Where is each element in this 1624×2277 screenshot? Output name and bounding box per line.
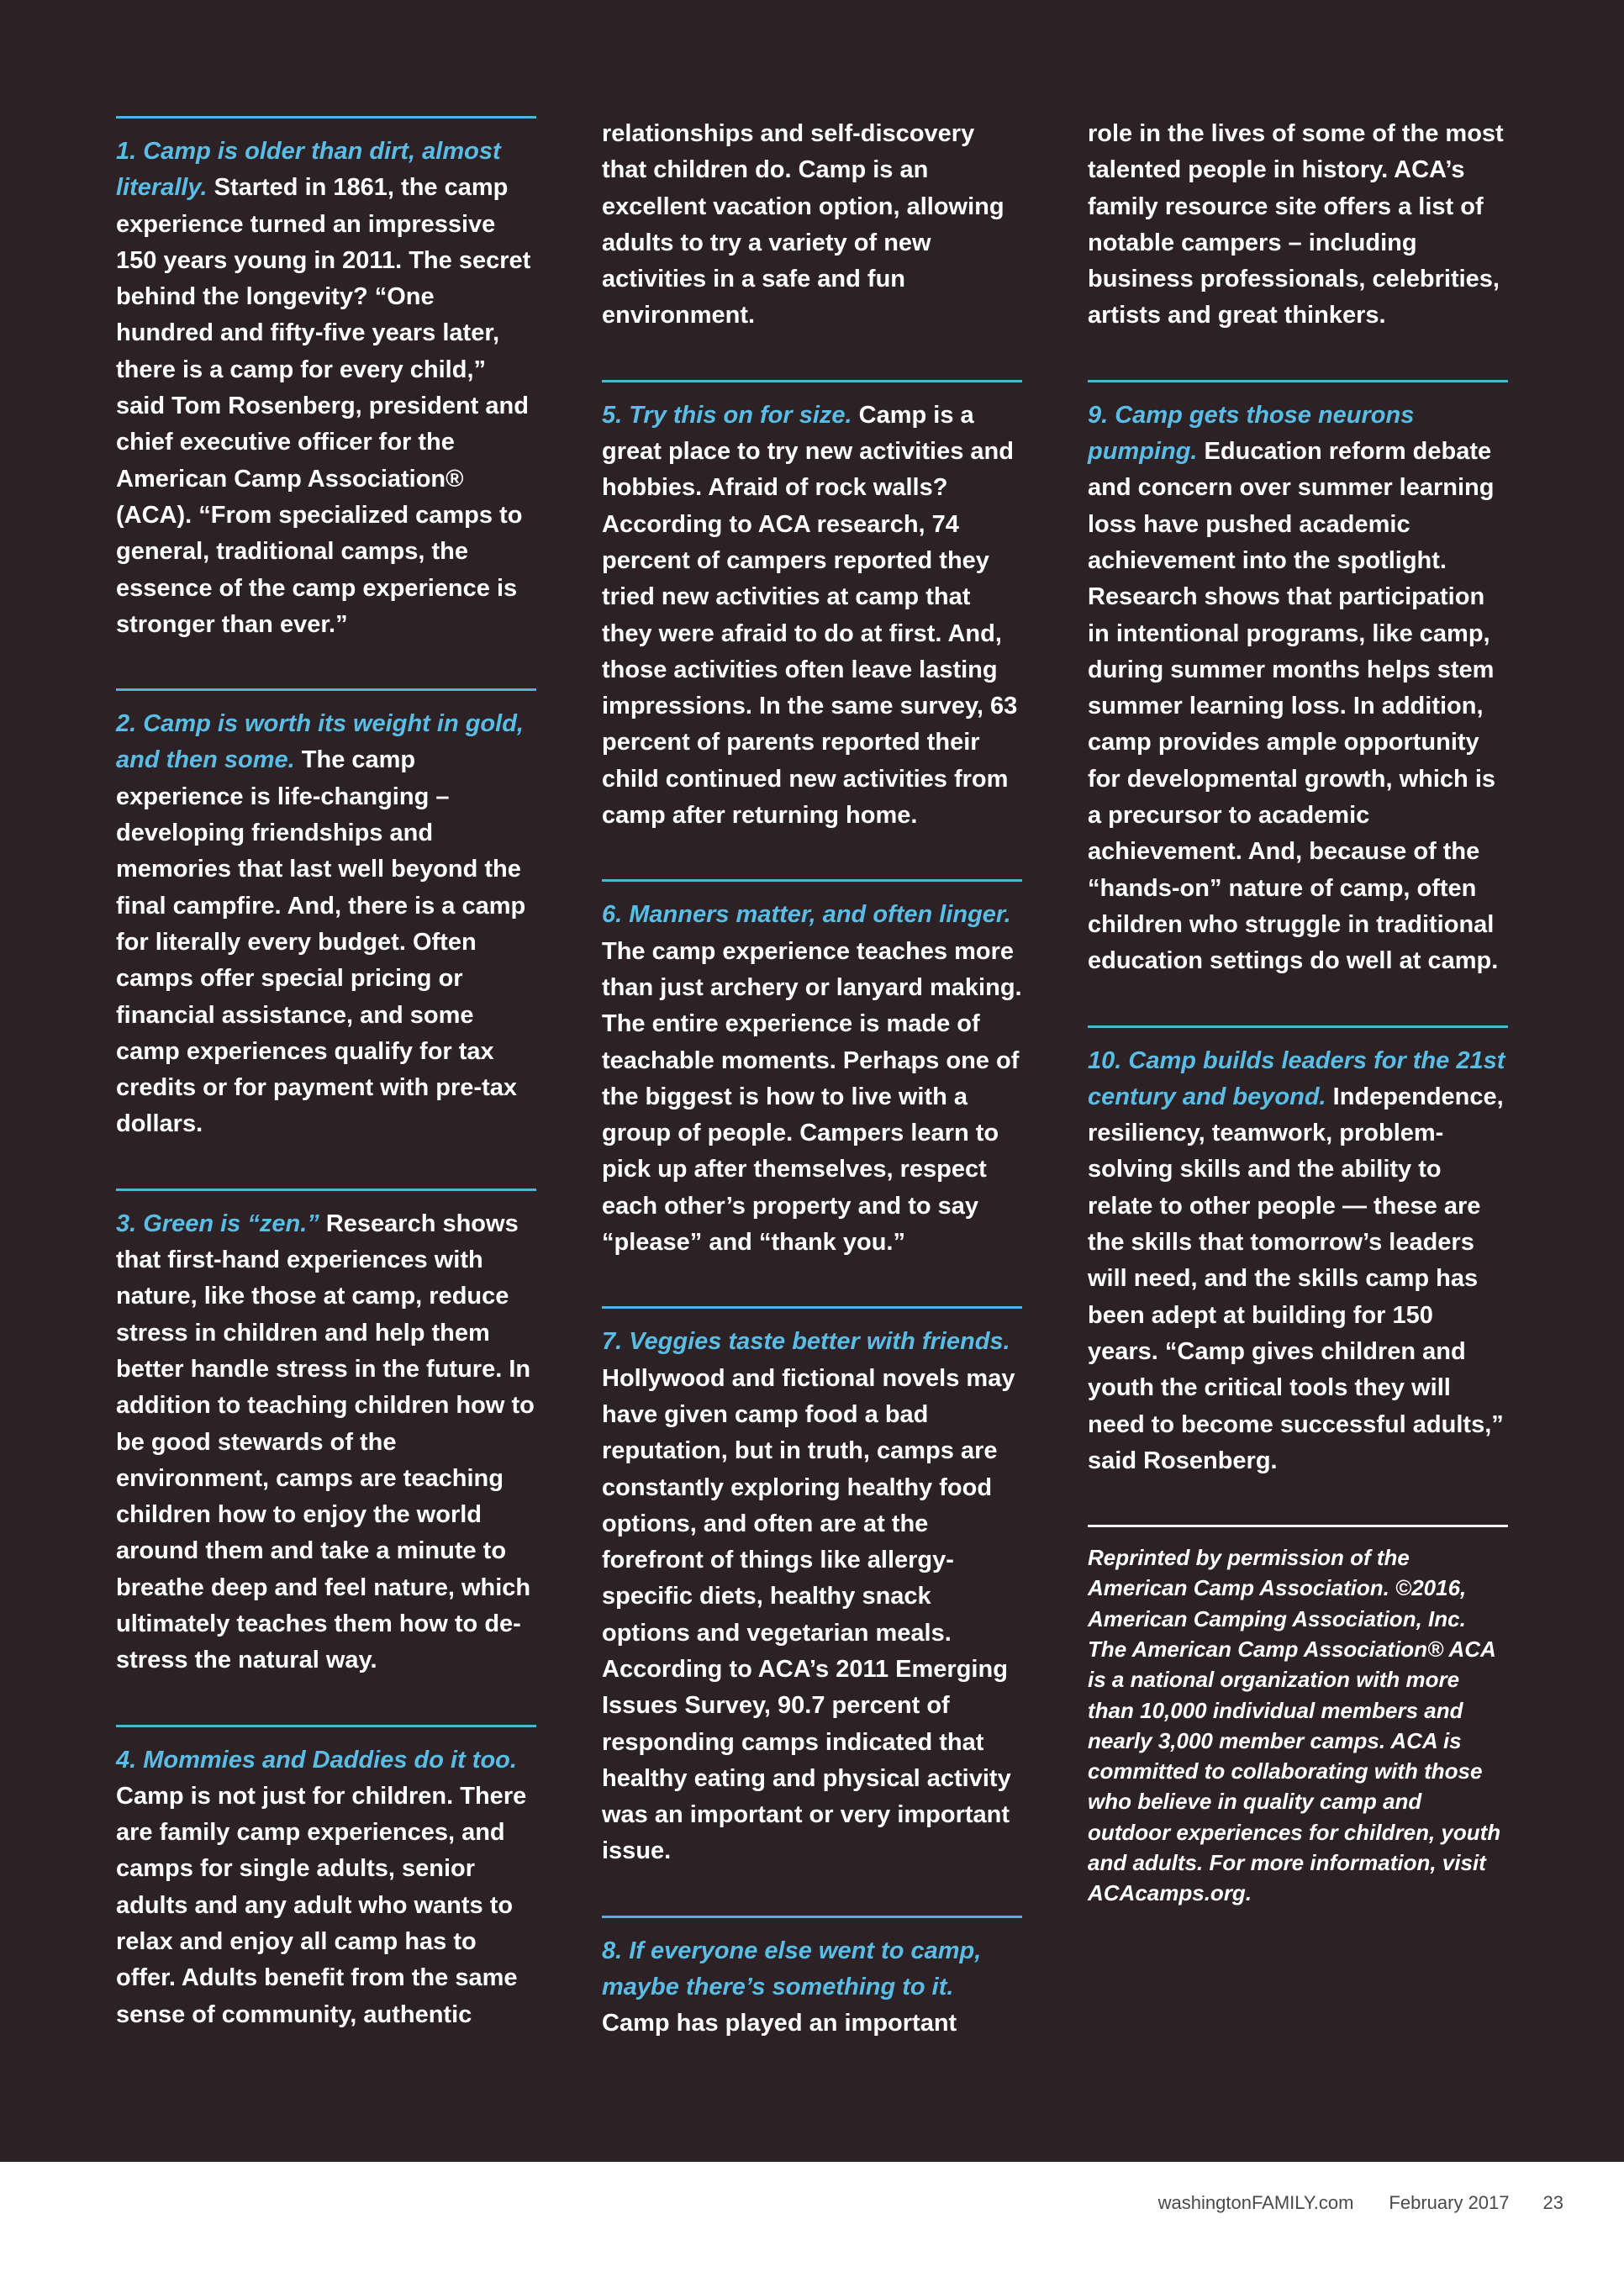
reprint-divider <box>1088 1525 1508 1527</box>
section-divider <box>602 1306 1022 1309</box>
section-4 <box>116 1742 536 2033</box>
section-8-continued <box>1088 116 1508 335</box>
section-3-body: Research shows that first-hand experiences with nature, like those at camp, reduce stress in children and help them better handle stress in the future. In addition to teaching children how to be good stewards of the environment, camps are teaching children how to enjoy the world around them and take a minute to breathe deep and feel nature, which ultimately teaches them how to de-stress the natural way. <box>116 1210 535 1674</box>
section-divider <box>116 116 536 119</box>
column-2 <box>602 116 1022 2088</box>
section-6-body: The camp experience teaches more than just archery or lanyard making. The entire experience is made of teachable moments. Perhaps one of the biggest is how to live with a group of people. Campers learn to pick up after themselves, respect each other’s property and to say “please” and “thank you.” <box>602 937 1022 1257</box>
section-9 <box>1088 398 1508 980</box>
column-1 <box>116 116 536 2079</box>
section-2-heading: 2. Camp is worth its weight in gold, and then some. <box>116 710 524 774</box>
section-6 <box>602 897 1022 1261</box>
section-8-continued-body: role in the lives of some of the most talented people in history. ACA’s family resource site offers a list of notable campers – including business professionals, celebrities, artists and great thinkers. <box>1088 120 1504 329</box>
section-4-continued-body: relationships and self-discovery that children do. Camp is an excellent vacation option, allowing adults to try a variety of new activities in a safe and fun environment. <box>602 120 1004 329</box>
section-divider <box>1088 380 1508 382</box>
section-10 <box>1088 1043 1508 1480</box>
section-divider <box>602 879 1022 882</box>
section-7-body: Hollywood and fictional novels may have given camp food a bad reputation, but in truth, camps are constantly exploring healthy food options, and often are at the forefront of things like allergy-specific diets, healthy snack options and vegetarian meals. According to ACA’s 2011 Emerging Issues Survey, 90.7 percent of responding camps indicated that healthy eating and physical activity was an important or very important issue. <box>602 1364 1015 1865</box>
page-footer <box>1158 2192 1563 2214</box>
section-divider <box>602 380 1022 382</box>
section-8-heading: 8. If everyone else went to camp, maybe there’s something to it. <box>602 1937 982 2001</box>
section-8 <box>602 1933 1022 2042</box>
section-10-body: Independence, resiliency, teamwork, problem-solving skills and the ability to relate to other people — these are the skills that tomorrow’s leaders will need, and the skills camp has been adept at building for 150 years. “Camp gives children and youth the critical tools they will need to become successful adults,” said Rosenberg. <box>1088 1083 1504 1474</box>
section-divider <box>116 1725 536 1727</box>
section-4-body: Camp is not just for children. There are family camp experiences, and camps for single adults, senior adults and any adult who wants to relax and enjoy all camp has to offer. Adults benefit from the same sense of community, authentic <box>116 1782 527 2028</box>
section-9-body: Education reform debate and concern over summer learning loss have pushed academic achievement into the spotlight. Research shows that participation in intentional programs, like camp, during summer months helps stem summer learning loss. In addition, camp provides ample opportunity for developmental growth, which is a precursor to academic achievement. And, because of the “hands-on” nature of camp, often children who struggle in traditional education settings do well at camp. <box>1088 438 1499 975</box>
section-8-body: Camp has played an important <box>602 2010 957 2037</box>
section-5 <box>602 398 1022 835</box>
section-3-heading: 3. Green is “zen.” <box>116 1210 319 1237</box>
section-divider <box>116 1189 536 1191</box>
footer-website: washingtonFAMILY.com <box>1157 2192 1354 2213</box>
section-10-heading: 10. Camp builds leaders for the 21st century and beyond. <box>1088 1046 1505 1110</box>
section-6-heading: 6. Manners matter, and often linger. <box>602 901 1011 929</box>
section-2 <box>116 706 536 1143</box>
section-5-body: Camp is a great place to try new activities and hobbies. Afraid of rock walls? According to ACA research, 74 percent of campers reported they tried new activities at camp that they were afraid to do at first. And, those activities often leave lasting impressions. In the same survey, 63 percent of parents reported their child continued new activities from camp after returning home. <box>602 401 1018 830</box>
section-7 <box>602 1324 1022 1869</box>
section-1 <box>116 134 536 643</box>
section-4-continued <box>602 116 1022 335</box>
section-4-heading: 4. Mommies and Daddies do it too. <box>116 1746 517 1774</box>
footer-page-number: 23 <box>1542 2192 1563 2213</box>
footer-issue-date: February 2017 <box>1389 2192 1510 2213</box>
section-1-body: Started in 1861, the camp experience turned an impressive 150 years young in 2011. The secret behind the longevity? “One hundred and fifty-five years later, there is a camp for every child,” said Tom Rosenberg, president and chief executive officer for the American Camp Association® (ACA). “From specialized camps to general, traditional camps, the essence of the camp experience is stronger than ever.” <box>116 174 531 638</box>
section-2-body: The camp experience is life-changing – developing friendships and memories that last well beyond the final campfire. And, there is a camp for literally every budget. Often camps offer special pricing or financial assistance, and some camp experiences qualify for tax credits or for payment with pre-tax dollars. <box>116 746 526 1138</box>
section-9-heading: 9. Camp gets those neurons pumping. <box>1088 401 1415 466</box>
section-3 <box>116 1206 536 1679</box>
section-1-heading: 1. Camp is older than dirt, almost literally. <box>116 138 501 202</box>
section-7-heading: 7. Veggies taste better with friends. <box>602 1328 1010 1356</box>
section-divider <box>1088 1025 1508 1028</box>
column-3 <box>1088 116 1508 1909</box>
section-5-heading: 5. Try this on for size. <box>602 401 852 429</box>
section-divider <box>116 688 536 691</box>
reprint-notice: Reprinted by permission of the American Camp Association. ©2016, American Camping Association, Inc. The American Camp Association® ACA is a national organization with more than 10,000 individual members and nearly 3,000 member camps. ACA is committed to collaborating with those who believe in quality camp and outdoor experiences for children, youth and adults. For more information, visit ACAcamps.org. <box>1088 1545 1501 1906</box>
section-divider <box>602 1916 1022 1918</box>
